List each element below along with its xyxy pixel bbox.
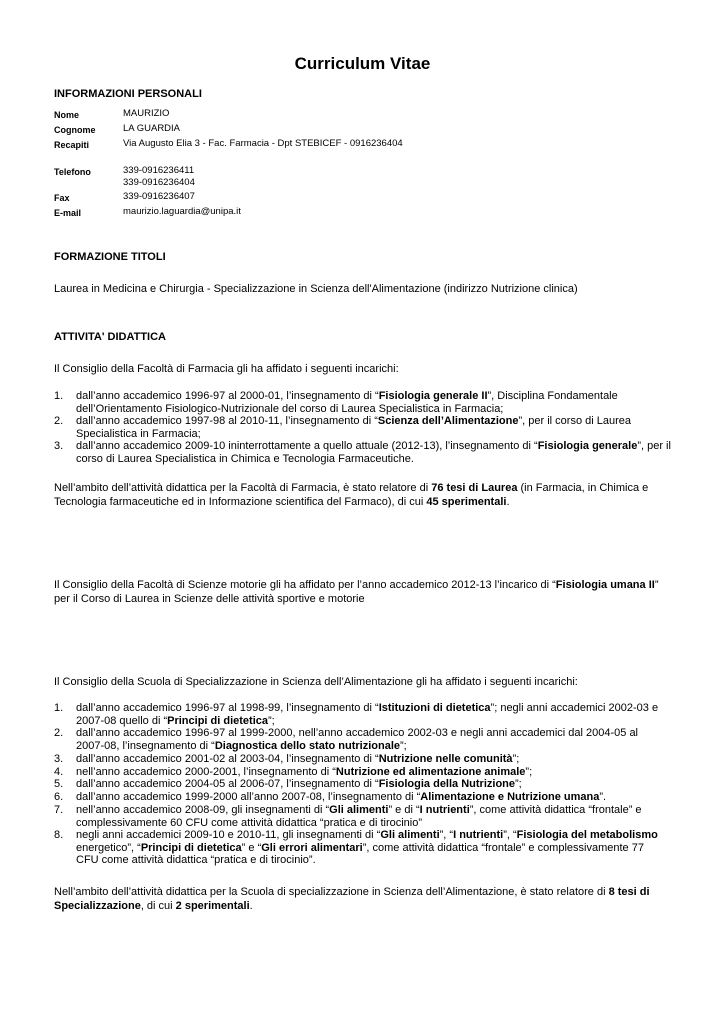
label-telefono: Telefono — [54, 167, 91, 177]
scuola-item-line: dall’anno accademico 1999-2000 all’anno 2007-08, l’insegnamento di “Alimentazione e Nutrizione umana”. — [76, 791, 607, 803]
scuola-item-number: 7. — [54, 804, 64, 816]
motorie-line-1: Il Consiglio della Facoltà di Scienze motorie gli ha affidato per l’anno accademico 2012-13 l’incarico di “Fisiologia umana II” — [54, 579, 659, 591]
motorie-line-2: per il Corso di Laurea in Scienze delle attività sportive e motorie — [54, 593, 365, 605]
farmacia-item-text — [76, 415, 684, 440]
scuola-item-number: 5. — [54, 778, 64, 790]
scuola-tesi-line-1: Nell’ambito dell’attività didattica per la Scuola di specializzazione in Scienza dell’Alimentazione, è stato relatore di 8 tesi di — [54, 886, 650, 898]
scuola-item-number: 2. — [54, 727, 64, 739]
value-fax: 339-0916236407 — [123, 191, 195, 202]
scuola-item-text — [76, 702, 684, 727]
scuola-item-number: 6. — [54, 791, 64, 803]
section-heading-formazione: FORMAZIONE TITOLI — [54, 251, 166, 263]
scuola-item-line: dall’anno accademico 1996-97 al 1999-2000, nell’anno accademico 2002-03 e negli anni accademici dal 2004-05 al — [76, 727, 638, 739]
scuola-item-number: 1. — [54, 702, 64, 714]
scuola-item-number: 4. — [54, 766, 64, 778]
scuola-item-line: CFU come attività didattica “pratica e di tirocinio”. — [76, 854, 316, 866]
farmacia-item-number: 2. — [54, 415, 64, 427]
scuola-item-line: negli anni accademici 2009-10 e 2010-11, gli insegnamenti di “Gli alimenti”, “I nutrienti”, “Fisiologia del metabolismo — [76, 829, 658, 841]
label-cognome: Cognome — [54, 125, 96, 135]
page-title: Curriculum Vitae — [294, 54, 431, 73]
value-cognome: LA GUARDIA — [123, 123, 181, 134]
scuola-item — [54, 778, 684, 791]
scuola-item-text — [76, 753, 684, 766]
scuola-item — [54, 791, 684, 804]
farmacia-tesi-line-1: Nell’ambito dell’attività didattica per la Facoltà di Farmacia, è stato relatore di 76 tesi di Laurea (in Farmacia, in Chimica e — [54, 482, 649, 494]
label-nome: Nome — [54, 110, 80, 120]
scuola-item-text — [76, 766, 684, 779]
value-telefono-1: 339-0916236411 — [123, 165, 195, 176]
scuola-item-line: dall’anno accademico 1996-97 al 1998-99, l’insegnamento di “Istituzioni di dietetica”; negli anni accademici 2002-03 e — [76, 702, 659, 714]
scuola-item-line: nell’anno accademico 2000-2001, l’insegnamento di “Nutrizione ed alimentazione animale”; — [76, 766, 533, 778]
label-recapiti: Recapiti — [54, 140, 90, 150]
scuola-item-text — [76, 791, 684, 804]
farmacia-item-line: dall’anno accademico 1997-98 al 2010-11, l’insegnamento di “Scienza dell’Alimentazione”, per il corso di Laurea — [76, 415, 631, 427]
scuola-item-line: dall’anno accademico 2004-05 al 2006-07, l’insegnamento di “Fisiologia della Nutrizione”; — [76, 778, 522, 790]
scuola-item-number: 8. — [54, 829, 64, 841]
scuola-item — [54, 766, 684, 779]
scuola-item-line: nell’anno accademico 2008-09, gli insegnamenti di “Gli alimenti” e di “I nutrienti”, come attività didattica “frontale” e — [76, 804, 642, 816]
scuola-item-number: 3. — [54, 753, 64, 765]
farmacia-item-line: dell’Orientamento Fisiologico-Nutrizionale del corso di Laurea Specialistica in Farmacia; — [76, 402, 504, 415]
farmacia-intro: Il Consiglio della Facoltà di Farmacia gli ha affidato i seguenti incarichi: — [54, 363, 399, 375]
farmacia-item — [54, 440, 684, 465]
farmacia-item — [54, 415, 684, 440]
farmacia-item-line: Specialistica in Farmacia; — [76, 427, 201, 440]
scuola-item-text — [76, 727, 684, 752]
farmacia-item-line: corso di Laurea Specialistica in Chimica e Tecnologia Farmaceutiche. — [76, 452, 414, 465]
scuola-item — [54, 702, 684, 727]
scuola-item-line: energetico”, “Principi di dietetica” e “Gli errori alimentari”, come attività didattica “frontale” e complessivamente 77 — [76, 841, 644, 854]
scuola-item — [54, 753, 684, 766]
farmacia-item — [54, 390, 684, 415]
value-recapiti: Via Augusto Elia 3 - Fac. Farmacia - Dpt STEBICEF - 0916236404 — [123, 138, 403, 149]
section-heading-personal: INFORMAZIONI PERSONALI — [54, 88, 202, 100]
farmacia-item-number: 1. — [54, 390, 64, 402]
farmacia-item-text — [76, 440, 684, 465]
farmacia-item-number: 3. — [54, 440, 64, 452]
value-nome: MAURIZIO — [123, 108, 170, 119]
value-telefono-2: 339-0916236404 — [123, 177, 195, 188]
scuola-item-line: dall’anno accademico 2001-02 al 2003-04, l’insegnamento di “Nutrizione nelle comunità”; — [76, 753, 520, 765]
scuola-item — [54, 829, 684, 867]
scuola-item-text — [76, 829, 684, 867]
formazione-text: Laurea in Medicina e Chirurgia - Specializzazione in Scienza dell'Alimentazione (indirizzo Nutrizione clinica) — [54, 283, 578, 295]
value-email[interactable]: maurizio.laguardia@unipa.it — [123, 206, 241, 217]
scuola-item-line: 2007-08 quello di “Principi di dietetica”; — [76, 714, 275, 727]
farmacia-item-line: dall’anno accademico 1996-97 al 2000-01, l’insegnamento di “Fisiologia generale II”, Disciplina Fondamentale — [76, 390, 618, 402]
section-heading-didattica: ATTIVITA' DIDATTICA — [54, 331, 166, 343]
scuola-item-text — [76, 804, 684, 829]
scuola-item-text — [76, 778, 684, 791]
scuola-tesi-line-2: Specializzazione, di cui 2 sperimentali. — [54, 900, 253, 912]
farmacia-item-text — [76, 390, 684, 415]
scuola-item-line: 2007-08, l’insegnamento di “Diagnostica dello stato nutrizionale”; — [76, 739, 407, 752]
label-email: E-mail — [54, 208, 82, 218]
scuola-item-line: complessivamente 60 CFU come attività didattica “pratica e di tirocinio” — [76, 816, 423, 829]
label-fax: Fax — [54, 193, 70, 203]
scuola-intro: Il Consiglio della Scuola di Specializzazione in Scienza dell’Alimentazione gli ha affidato i seguenti incarichi: — [54, 676, 578, 688]
farmacia-item-line: dall’anno accademico 2009-10 ininterrottamente a quello attuale (2012-13), l’insegnamento di “Fisiologia generale”, per il — [76, 440, 671, 452]
farmacia-tesi-line-2: Tecnologia farmaceutiche ed in Informazione scientifica del Farmaco), di cui 45 sperimentali. — [54, 496, 510, 508]
scuola-item — [54, 804, 684, 829]
scuola-item — [54, 727, 684, 752]
